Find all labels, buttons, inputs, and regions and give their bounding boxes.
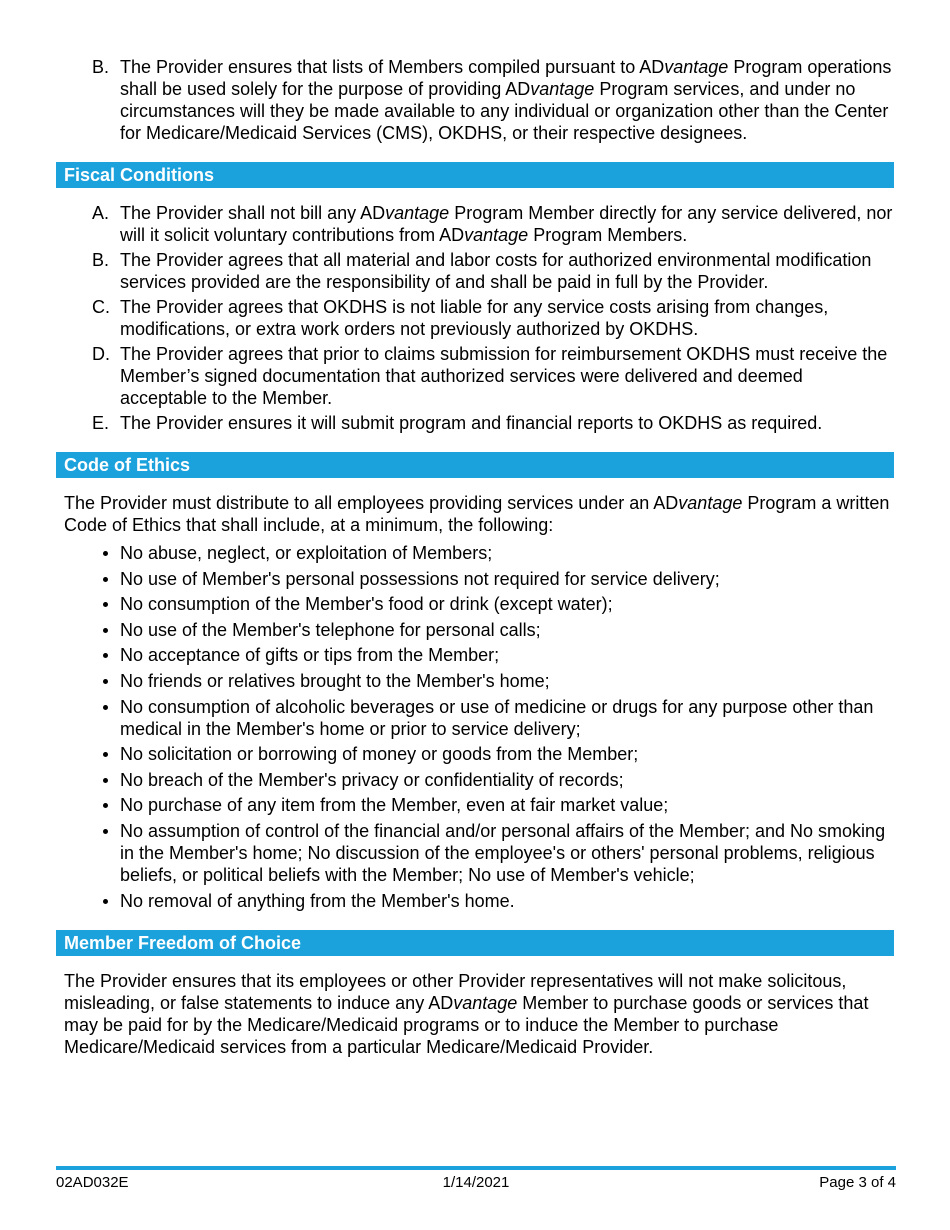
- section-header-member-freedom-of-choice: Member Freedom of Choice: [56, 930, 894, 956]
- fiscal-conditions-list: [56, 202, 894, 434]
- text-segment: Program services, and under no circumstances will they be made available to any individual or organization other than the Center for Medicare/Medicaid Services (CMS), OKDHS, or their respective designees.: [120, 79, 889, 143]
- page-footer: [56, 1173, 896, 1193]
- lettered-item: [92, 202, 894, 246]
- italic-program-name: vantage: [453, 992, 518, 1013]
- italic-program-name: vantage: [464, 225, 529, 245]
- code-of-ethics-list: [56, 542, 894, 912]
- item-letter: D.: [92, 344, 110, 364]
- lettered-item: [92, 343, 894, 409]
- text-segment: Program Member directly for any service delivered, nor will it solicit voluntary contributions from AD: [120, 203, 893, 245]
- footer-page-number: Page 3 of 4: [819, 1174, 896, 1191]
- confidentiality-list: [56, 56, 894, 144]
- ethics-bullet-item: No abuse, neglect, or exploitation of Members;: [120, 542, 894, 564]
- footer-date: 1/14/2021: [442, 1174, 510, 1191]
- section-header-code-of-ethics: Code of Ethics: [56, 452, 894, 478]
- member-freedom-of-choice-paragraph: [56, 970, 894, 1058]
- text-segment: Member to purchase goods or services that may be paid for by the Medicare/Medicaid programs or to induce the Member to purchase Medicare/Medicaid services from a particular Medicare/Medicaid Provider.: [64, 992, 869, 1057]
- footer-form-number: 02AD032E: [56, 1174, 129, 1191]
- text-segment: The Provider shall not bill any AD: [120, 203, 386, 223]
- lettered-item: [92, 296, 894, 340]
- document-page: [56, 56, 894, 1058]
- item-letter: C.: [92, 297, 110, 317]
- italic-program-name: vantage: [385, 203, 450, 223]
- text-segment: The Provider ensures it will submit program and financial reports to OKDHS as required.: [120, 413, 823, 433]
- italic-program-name: vantage: [530, 79, 595, 99]
- item-letter: A.: [92, 203, 110, 223]
- ethics-bullet-item: No purchase of any item from the Member, even at fair market value;: [120, 794, 894, 816]
- ethics-bullet-item: No solicitation or borrowing of money or goods from the Member;: [120, 743, 894, 765]
- item-letter: B.: [92, 250, 110, 270]
- italic-program-name: vantage: [678, 493, 743, 513]
- lettered-item: [92, 412, 894, 434]
- text-segment: Program operations shall be used solely for the purpose of providing AD: [120, 57, 892, 99]
- text-segment: The Provider must distribute to all employees providing services under an AD: [64, 493, 679, 513]
- ethics-bullet-item: No friends or relatives brought to the Member's home;: [120, 670, 894, 692]
- lettered-item: [92, 249, 894, 293]
- ethics-bullet-item: No assumption of control of the financial and/or personal affairs of the Member; and No smoking in the Member's home; No discussion of the employee's or others' personal problems, religious beliefs, or political beliefs with the Member; No use of Member's vehicle;: [120, 820, 894, 886]
- text-segment: The Provider ensures that lists of Members compiled pursuant to AD: [120, 57, 665, 77]
- ethics-bullet-item: No use of the Member's telephone for personal calls;: [120, 619, 894, 641]
- text-segment: Program a written Code of Ethics that shall include, at a minimum, the following:: [64, 493, 890, 535]
- text-segment: The Provider agrees that OKDHS is not liable for any service costs arising from changes, modifications, or extra work orders not previously authorized by OKDHS.: [120, 297, 829, 339]
- text-segment: Program Members.: [528, 225, 688, 245]
- ethics-bullet-item: No use of Member's personal possessions not required for service delivery;: [120, 568, 894, 590]
- lettered-item: [92, 56, 894, 144]
- italic-program-name: vantage: [664, 57, 729, 77]
- code-of-ethics-intro: [56, 492, 894, 536]
- ethics-bullet-item: No consumption of alcoholic beverages or use of medicine or drugs for any purpose other than medical in the Member's home or prior to service delivery;: [120, 696, 894, 740]
- item-letter: B.: [92, 57, 110, 77]
- text-segment: The Provider ensures that its employees or other Provider representatives will not make solicitous, misleading, or false statements to induce any AD: [64, 970, 847, 1013]
- text-segment: The Provider agrees that all material and labor costs for authorized environmental modification services provided are the responsibility of and shall be paid in full by the Provider.: [120, 250, 872, 292]
- footer-rule: [56, 1166, 896, 1170]
- item-letter: E.: [92, 413, 110, 433]
- section-header-fiscal-conditions: Fiscal Conditions: [56, 162, 894, 188]
- ethics-bullet-item: No removal of anything from the Member's home.: [120, 890, 894, 912]
- text-segment: The Provider agrees that prior to claims submission for reimbursement OKDHS must receive the Member’s signed documentation that authorized services were delivered and deemed acceptable to the Member.: [120, 344, 888, 408]
- ethics-bullet-item: No consumption of the Member's food or drink (except water);: [120, 593, 894, 615]
- ethics-bullet-item: No acceptance of gifts or tips from the Member;: [120, 644, 894, 666]
- ethics-bullet-item: No breach of the Member's privacy or confidentiality of records;: [120, 769, 894, 791]
